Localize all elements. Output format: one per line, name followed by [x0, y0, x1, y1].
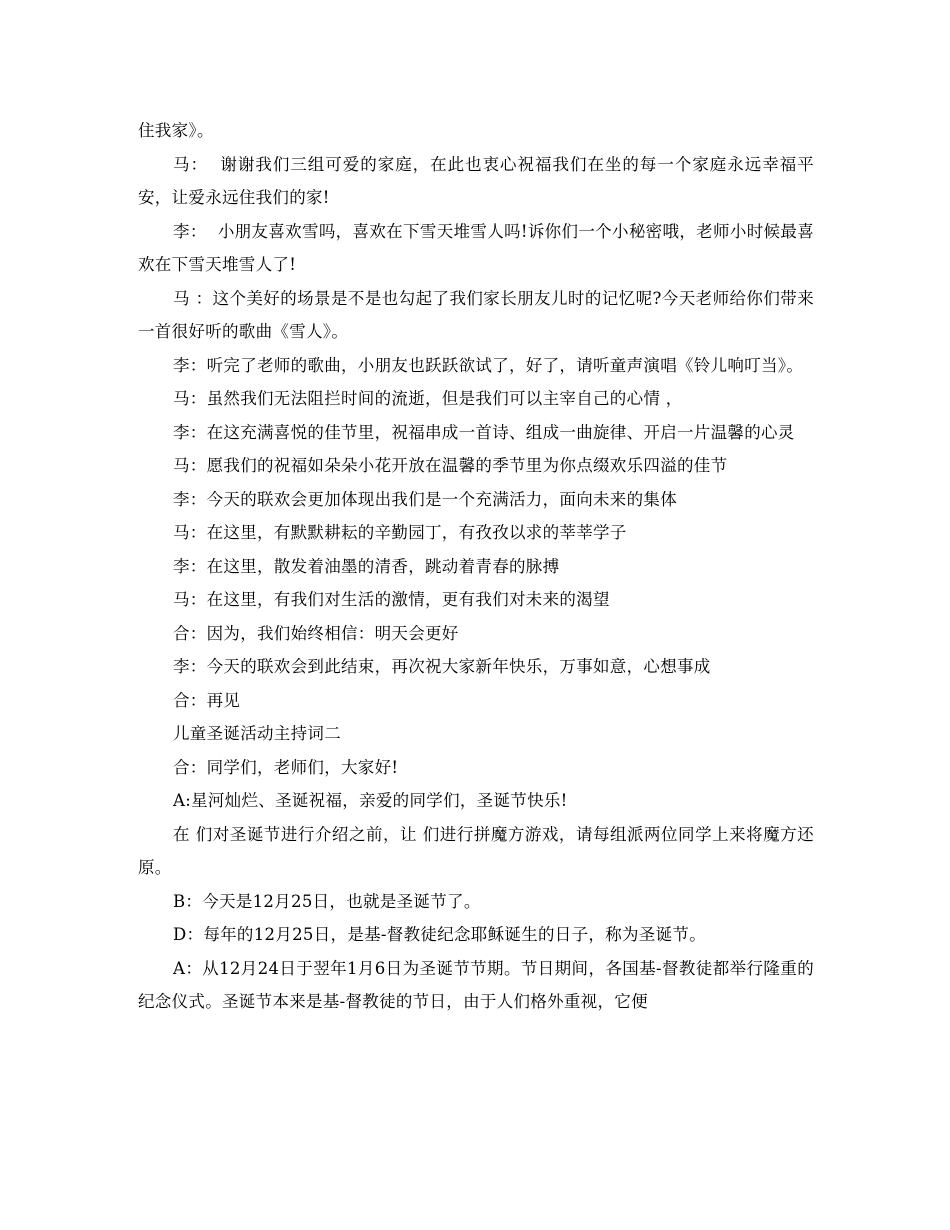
paragraph: 李：在这充满喜悦的佳节里，祝福串成一首诗、组成一曲旋律、开启一片温馨的心灵 — [173, 422, 795, 442]
paragraph: 李：今天的联欢会更加体现出我们是一个充满活力，面向未来的集体 — [173, 489, 677, 509]
paragraph: 合：再见 — [173, 690, 241, 710]
paragraph: 合：同学们，老师们，大家好! — [173, 757, 399, 777]
paragraph: 李：在这里，散发着油墨的清香，跳动着青春的脉搏 — [173, 556, 560, 576]
paragraph: 马：虽然我们无法阻拦时间的流逝，但是我们可以主宰自己的心情 ， — [173, 389, 683, 408]
section-heading: 儿童圣诞活动主持词二 — [173, 724, 341, 743]
paragraph: A：从12月24日于翌年1月6日为圣诞节节期。节日期间，各国基-督教徒都举行隆重的纪念仪式。圣诞节本来是基-督教徒的节日，由于人们格外重视，它便 — [138, 958, 814, 1011]
paragraph: 马：愿我们的祝福如朵朵小花开放在温馨的季节里为你点缀欢乐四溢的佳节 — [173, 456, 728, 475]
paragraph: 李：听完了老师的歌曲，小朋友也跃跃欲试了，好了，请听童声演唱《铃儿响叮当》。 — [173, 355, 804, 375]
paragraph: 李：今天的联欢会到此结束，再次祝大家新年快乐，万事如意，心想事成 — [173, 657, 711, 676]
paragraph: A:星河灿烂、圣诞祝福，亲爱的同学们，圣诞节快乐! — [173, 791, 568, 810]
paragraph: 住我家》。 — [138, 121, 214, 140]
paragraph: 马： 谢谢我们三组可爱的家庭，在此也衷心祝福我们在坐的每一个家庭永远幸福平安，让爱永远住我们的家! — [138, 154, 814, 207]
paragraph: 在 们对圣诞节进行介绍之前，让 们进行拼魔方游戏，请每组派两位同学上来将魔方还原。 — [138, 824, 814, 877]
paragraph: 马：在这里，有我们对生活的激情，更有我们对未来的渴望 — [173, 590, 610, 609]
paragraph: 李： 小朋友喜欢雪吗，喜欢在下雪天堆雪人吗!诉你们一个小秘密哦，老师小时候最喜欢在下雪天堆雪人了! — [138, 221, 814, 274]
paragraph: 合：因为，我们始终相信：明天会更好 — [173, 623, 459, 643]
paragraph: B：今天是12月25日，也就是圣诞节了。 — [173, 891, 481, 911]
paragraph: 马：在这里，有默默耕耘的辛勤园丁，有孜孜以求的莘莘学子 — [173, 523, 627, 542]
document-body — [138, 114, 814, 1019]
paragraph: 马 ：这个美好的场景是不是也勾起了我们家长朋友儿时的记忆呢?今天老师给你们带来一首很好听的歌曲《雪人》。 — [138, 288, 814, 341]
paragraph: D：每年的12月25日，是基-督教徒纪念耶稣诞生的日子，称为圣诞节。 — [173, 925, 706, 944]
